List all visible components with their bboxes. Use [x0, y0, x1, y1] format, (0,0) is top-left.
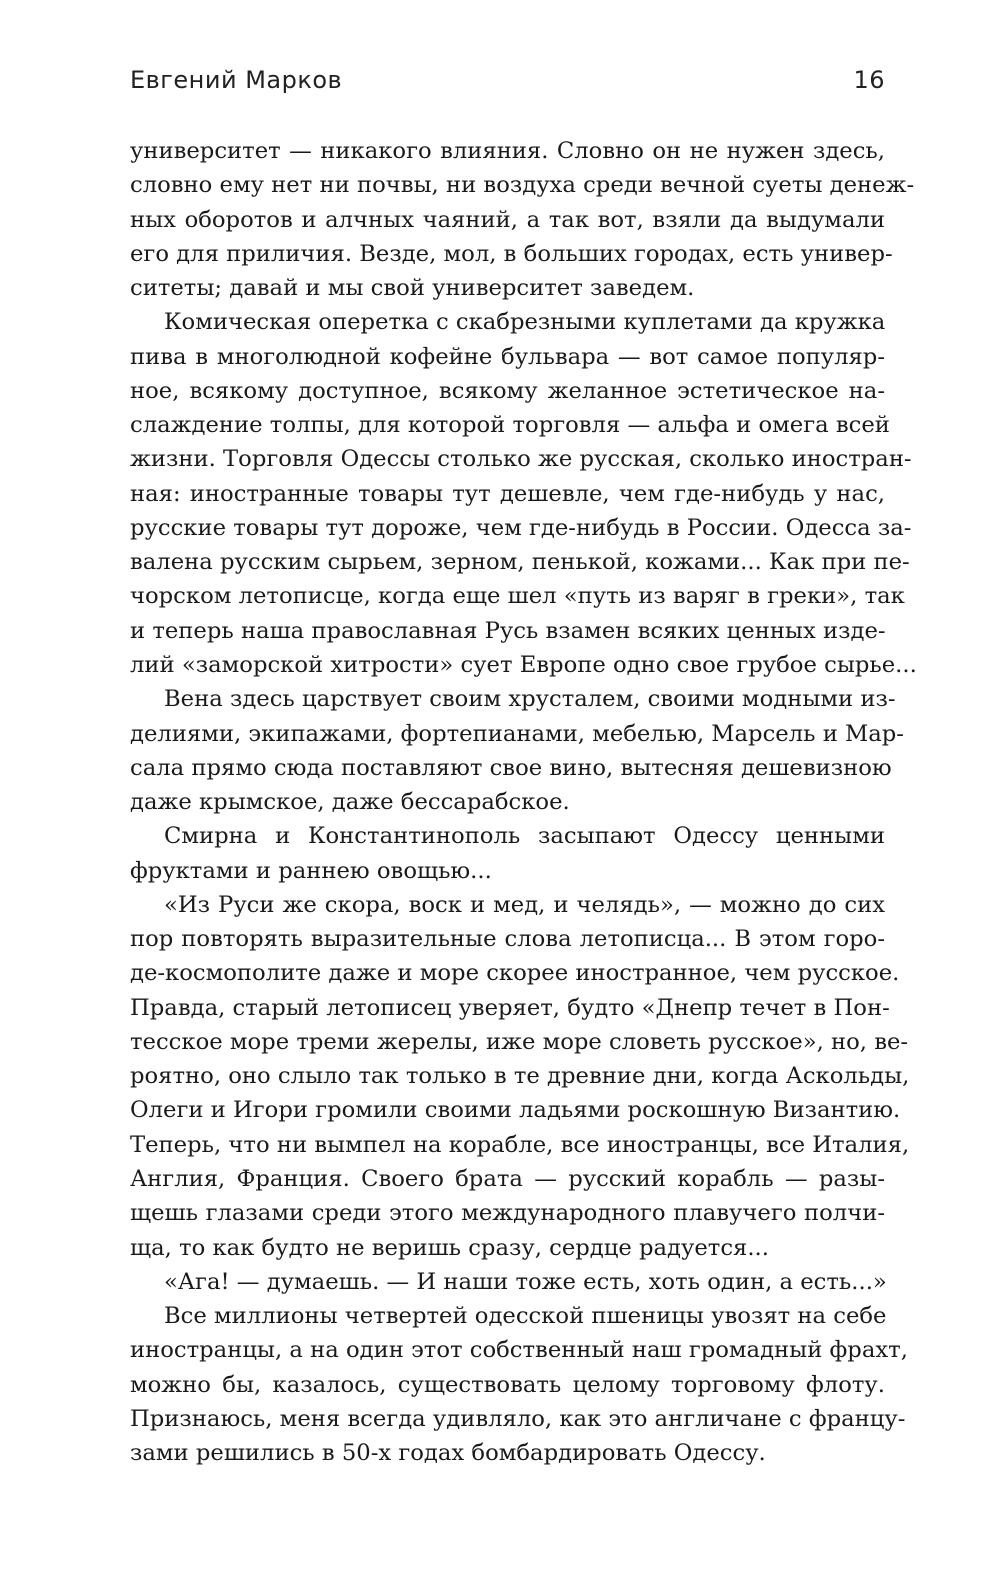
- text-line: сала прямо сюда поставляют свое вино, вытесняя дешевизною: [130, 754, 892, 781]
- paragraph: [130, 134, 915, 305]
- text-line: Комическая оперетка с скабрезными куплетами да кружка: [164, 309, 886, 336]
- text-line: слаждение толпы, для которой торговля — альфа и омега всей: [130, 412, 890, 439]
- text-line: пива в многолюдной кофейне бульвара — вот самое популяр-: [130, 343, 885, 370]
- paragraph: [130, 682, 904, 819]
- text-line: университет — никакого влияния. Словно он не нужен здесь,: [130, 138, 885, 164]
- text-line: даже крымское, даже бессарабское.: [130, 789, 570, 816]
- paragraph: [130, 305, 917, 682]
- text-line: и теперь наша православная Русь взамен всяких ценных изде-: [130, 617, 886, 644]
- text-line: Теперь, что ни вымпел на корабле, все иностранцы, все Италия,: [130, 1131, 910, 1158]
- text-line: ная: иностранные товары тут дешевле, чем где-нибудь у нас,: [130, 480, 885, 507]
- text-line: словно ему нет ни почвы, ни воздуха среди вечной суеты денеж-: [130, 172, 915, 199]
- text-line: Англия, Франция. Своего брата — русский корабль — разы-: [130, 1165, 885, 1192]
- paragraph: [130, 1265, 885, 1299]
- paragraph: [130, 819, 885, 888]
- text-line: ных оборотов и алчных чаяний, а так вот, взяли да выдумали: [130, 206, 885, 233]
- author-name: Евгений Марков: [130, 66, 343, 94]
- paragraph: [130, 888, 910, 1265]
- text-line: роятно, оно слыло так только в те древние дни, когда Аскольды,: [130, 1063, 910, 1090]
- text-line: Вена здесь царствует своим хрусталем, своими модными из-: [164, 686, 896, 713]
- page-number: 16: [853, 66, 885, 94]
- text-line: чорском летописце, когда еще шел «путь из варяг в греки», так: [130, 583, 905, 610]
- text-line: его для приличия. Везде, мол, в больших городах, есть универ-: [130, 240, 893, 267]
- text-line: Олеги и Игори громили своими ладьями роскошную Византию.: [130, 1097, 901, 1124]
- text-line: ща, то как будто не веришь сразу, сердце радуется...: [130, 1234, 769, 1261]
- text-line: тесское море треми жерелы, иже море словеть русское», но, ве-: [130, 1028, 909, 1055]
- text-line: делиями, экипажами, фортепианами, мебелью, Марсель и Мар-: [130, 720, 904, 747]
- text-line: ситеты; давай и мы свой университет заведем.: [130, 275, 695, 302]
- text-line: зами решились в 50-х годах бомбардировать Одессу.: [130, 1440, 766, 1467]
- text-line: можно бы, казалось, существовать целому торговому флоту.: [130, 1371, 885, 1398]
- text-line: русские товары тут дороже, чем где-нибудь в России. Одесса за-: [130, 514, 912, 541]
- text-line: валена русским сырьем, зерном, пенькой, кожами... Как при пе-: [130, 549, 910, 576]
- text-line: лий «заморской хитрости» сует Европе одно свое грубое сырье...: [130, 651, 917, 678]
- text-line: ное, всякому доступное, всякому желанное эстетическое на-: [130, 377, 885, 404]
- paragraph: [130, 1299, 908, 1470]
- text-line: Все миллионы четвертей одесской пшеницы увозят на себе: [164, 1303, 887, 1330]
- text-line: Признаюсь, меня всегда удивляло, как это англичане с францу-: [130, 1405, 906, 1432]
- running-header: [130, 60, 885, 100]
- text-line: жизни. Торговля Одессы столько же русская, сколько иностран-: [130, 446, 912, 473]
- body-text: [130, 134, 917, 1470]
- text-line: щешь глазами среди этого международного плавучего полчи-: [130, 1200, 885, 1227]
- text-line: Правда, старый летописец уверяет, будто «Днепр течет в Пон-: [130, 994, 890, 1021]
- text-line: пор повторять выразительные слова летописца... В этом горо-: [130, 926, 885, 953]
- text-line: «Ага! — думаешь. — И наши тоже есть, хоть один, а есть...»: [164, 1268, 887, 1295]
- text-line: иностранцы, а на один этот собственный наш громадный фрахт,: [130, 1337, 908, 1364]
- text-line: де-космополите даже и море скорее иностранное, чем русское.: [130, 960, 900, 987]
- text-line: Смирна и Константинополь засыпают Одессу ценными: [164, 823, 885, 850]
- text-line: фруктами и раннею овощью...: [130, 857, 492, 884]
- text-line: «Из Руси же скора, воск и мед, и челядь», — можно до сих: [164, 891, 885, 918]
